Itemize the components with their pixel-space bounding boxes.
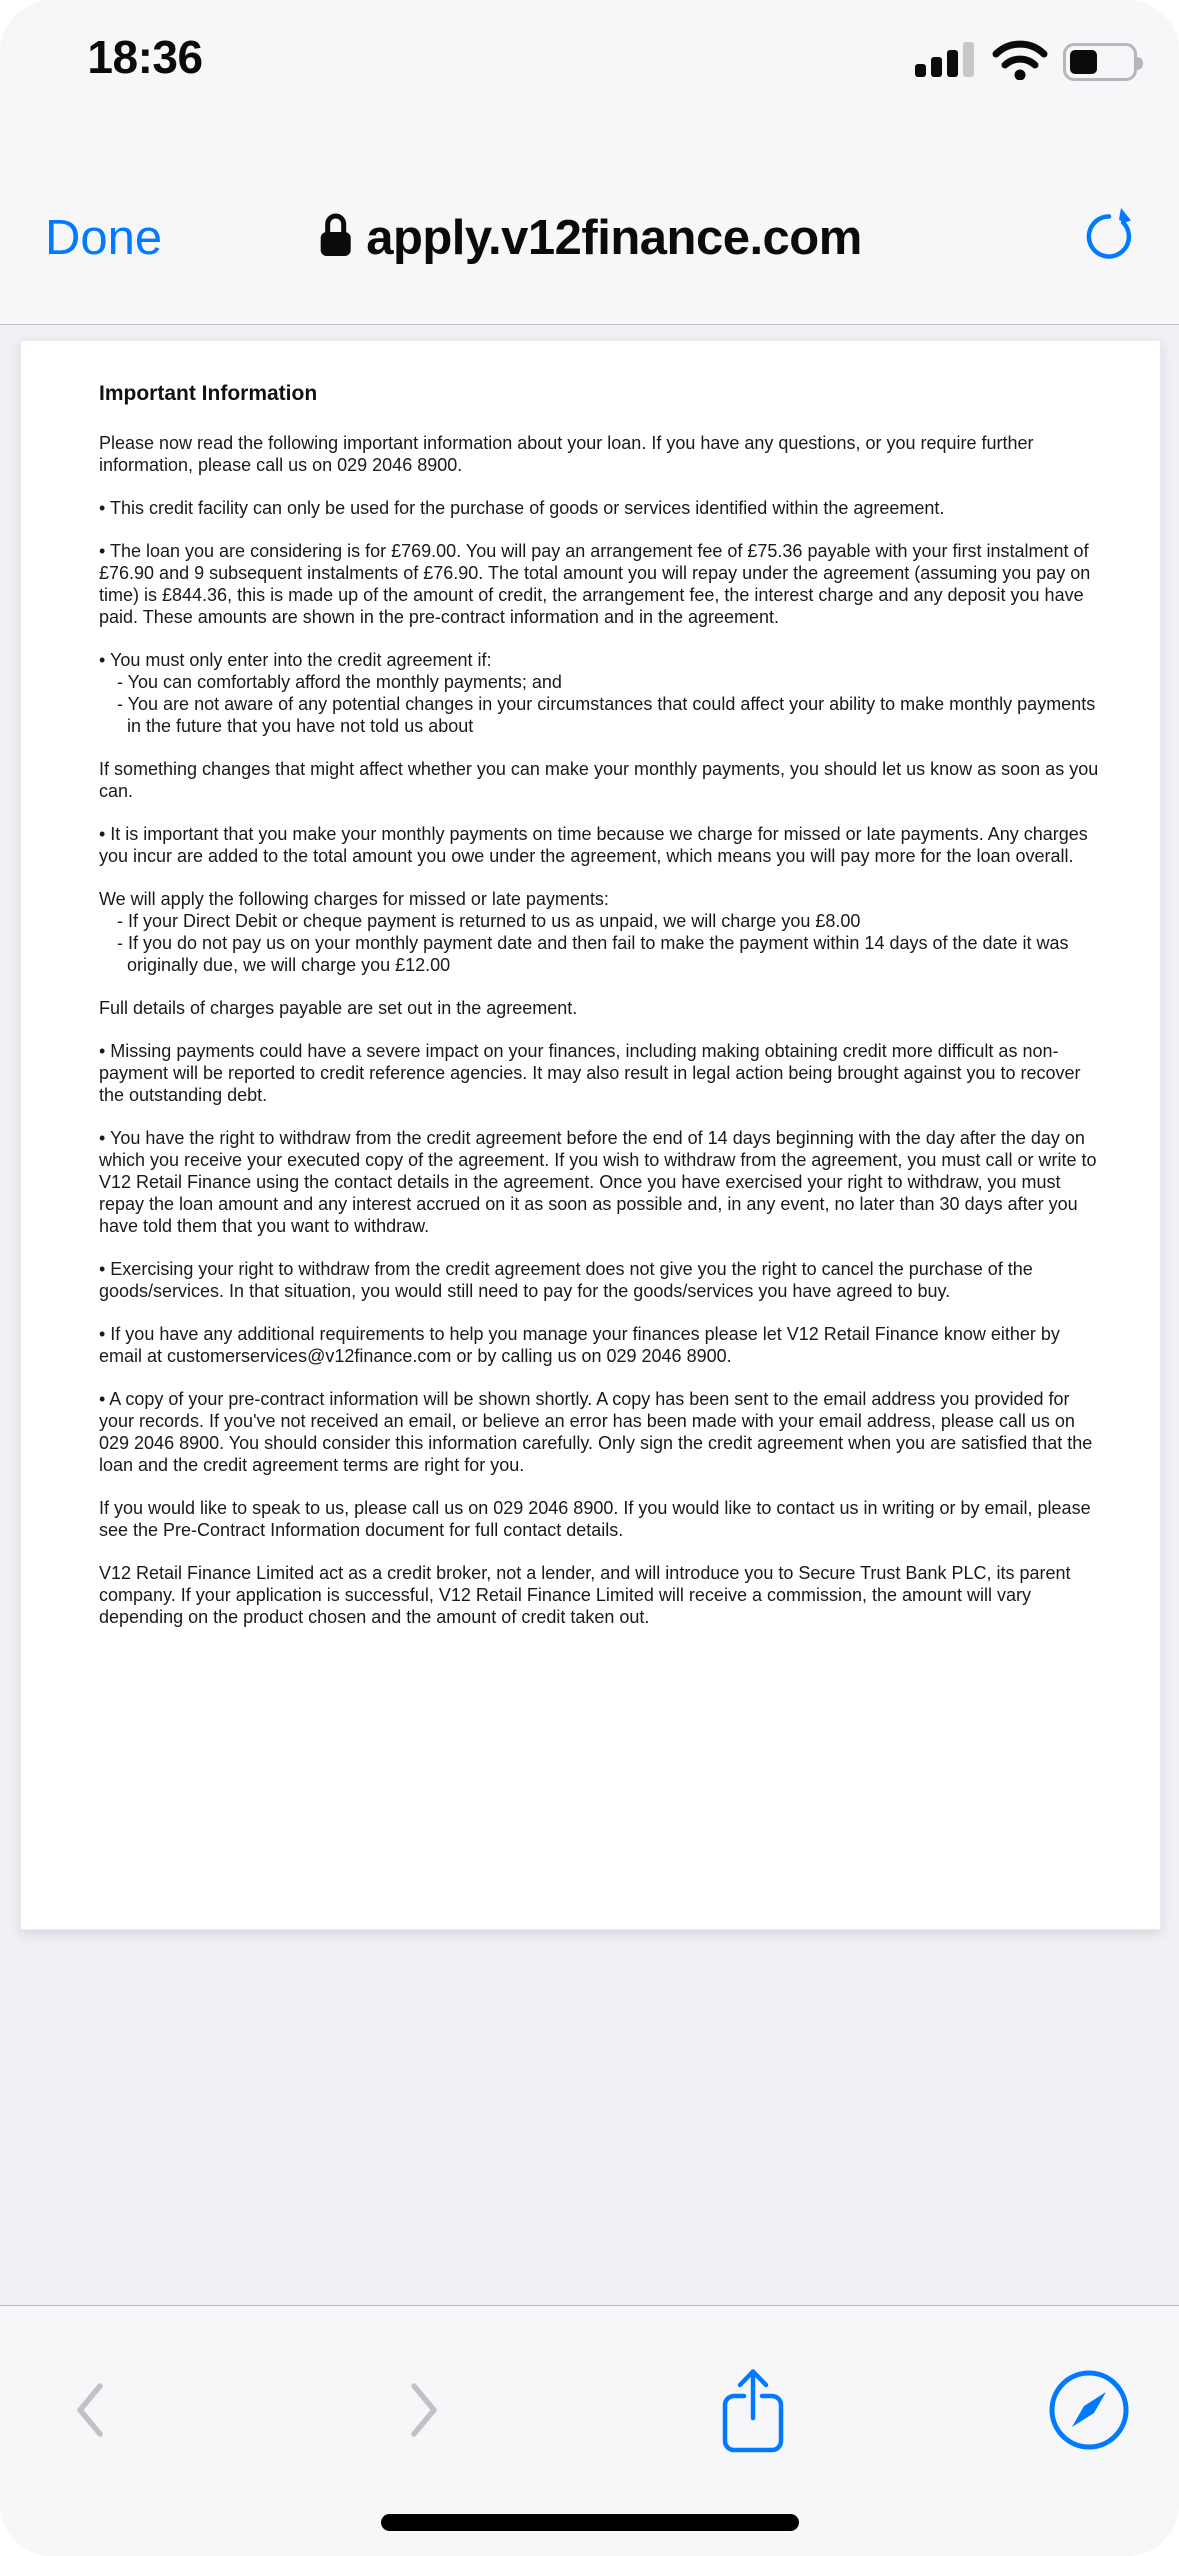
battery-icon [1063,43,1137,81]
url-text: apply.v12finance.com [366,210,862,265]
bullet-paragraph: • You must only enter into the credit agreement if: [99,650,492,670]
web-page-viewport [0,325,1179,2305]
paragraph-group [99,888,1102,976]
safari-top-chrome [0,0,1179,325]
status-bar-time: 18:36 [87,31,203,83]
paragraph-group [99,1497,1102,1541]
bullet-paragraph: • It is important that you make your monthly payments on time because we charge for missed or late payments. Any charges you incur are added to the total amount you owe under the agreement, which means you will pay more for the loan overall. [99,824,1088,866]
bullet-paragraph: • If you have any additional requirements to help you manage your finances please let V12 Retail Finance know either by email at customerservices@v12finance.com or by calling us on 029 2046 8900. [99,1324,1060,1366]
paragraph: Please now read the following important information about your loan. If you have any questions, or you require further information, please call us on 029 2046 8900. [99,433,1034,475]
chevron-forward-icon [408,2381,440,2439]
home-indicator[interactable] [381,2514,799,2531]
paragraph-group [99,1040,1102,1106]
back-button[interactable] [30,2350,150,2470]
open-in-safari-button[interactable] [1029,2350,1149,2470]
done-button[interactable]: Done [45,210,163,265]
chevron-back-icon [74,2381,106,2439]
paragraph-group [99,540,1102,628]
sub-item: - You are not aware of any potential changes in your circumstances that could affect your ability to make monthly payments in the future that you have not told us about [117,694,1096,736]
paragraph-group [99,497,1102,519]
lock-icon [317,211,353,264]
bullet-paragraph: • You have the right to withdraw from the credit agreement before the end of 14 days beginning with the day after the day on which you receive your executed copy of the agreement. If you wish to withdraw from the agreement, you must call or write to V12 Retail Finance using the contact details in the agreement. Once you have exercised your right to withdraw, you must repay the loan amount and any interest accrued on it as soon as possible and, in any event, no later than 30 days after you have told them that you want to withdraw. [99,1128,1097,1236]
bullet-paragraph: • The loan you are considering is for £769.00. You will pay an arrangement fee of £75.36 payable with your first instalment of £76.90 and 9 subsequent instalments of £76.90. The total amount you will repay under the agreement (assuming you pay on time) is £844.36, this is made up of the amount of credit, the arrangement fee, the interest charge and any deposit you have paid. These amounts are shown in the pre-contract information and in the agreement. [99,541,1091,627]
paragraph-group [99,758,1102,802]
bullet-paragraph: • This credit facility can only be used for the purchase of goods or services identified within the agreement. [99,498,945,518]
paragraph: If something changes that might affect whether you can make your monthly payments, you should let us know as soon as you can. [99,759,1099,801]
paragraph-group [99,823,1102,867]
safari-bottom-toolbar [0,2305,1179,2556]
paragraph-group [99,649,1102,737]
safari-compass-icon [1046,2367,1132,2453]
reload-button[interactable] [1081,206,1137,269]
paragraph: Full details of charges payable are set out in the agreement. [99,998,578,1018]
paragraph-group [99,1323,1102,1367]
document-body [99,432,1102,1628]
paragraph: V12 Retail Finance Limited act as a credit broker, not a lender, and will introduce you to Secure Trust Bank PLC, its parent company. If your application is successful, V12 Retail Finance Limited will receive a commission, the amount will vary depending on the product chosen and the amount of credit taken out. [99,1563,1071,1627]
cellular-signal-icon [915,39,977,84]
paragraph-group [99,1127,1102,1237]
address-bar[interactable] [317,210,862,266]
paragraph-group [99,432,1102,476]
bullet-paragraph: • A copy of your pre-contract information will be shown shortly. A copy has been sent to the email address you provided for your records. If you've not received an email, or believe an error has been made with your email address, please call us on 029 2046 8900. You should consider this information carefully. Only sign the credit agreement when you are satisfied that the loan and the credit agreement terms are right for you. [99,1389,1093,1475]
forward-button[interactable] [364,2350,484,2470]
paragraph-group [99,997,1102,1019]
paragraph-group [99,1562,1102,1628]
bullet-paragraph: • Exercising your right to withdraw from the credit agreement does not give you the right to cancel the purchase of the goods/services. In that situation, you would still need to pay for the goods/services you have agreed to buy. [99,1259,1033,1301]
share-button[interactable] [693,2350,813,2470]
important-information-card [20,340,1161,1930]
paragraph-group [99,1258,1102,1302]
wifi-icon [991,38,1049,85]
bullet-paragraph: • Missing payments could have a severe impact on your finances, including making obtaining credit more difficult as non-payment will be reported to credit reference agencies. It may also result in legal action being brought against you to recover the outstanding debt. [99,1041,1081,1105]
paragraph: We will apply the following charges for missed or late payments: [99,889,609,909]
share-icon [720,2366,786,2454]
sub-item: - If your Direct Debit or cheque payment is returned to us as unpaid, we will charge you £8.00 [117,911,861,931]
status-bar-icons [915,38,1137,85]
safari-nav-bar [0,165,1179,310]
sub-item: - If you do not pay us on your monthly payment date and then fail to make the payment within 14 days of the date it was originally due, we will charge you £12.00 [117,933,1069,975]
sub-item: - You can comfortably afford the monthly payments; and [117,672,562,692]
paragraph: If you would like to speak to us, please call us on 029 2046 8900. If you would like to contact us in writing or by email, please see the Pre-Contract Information document for full contact details. [99,1498,1091,1540]
paragraph-group [99,1388,1102,1476]
page-title: Important Information [99,382,318,405]
